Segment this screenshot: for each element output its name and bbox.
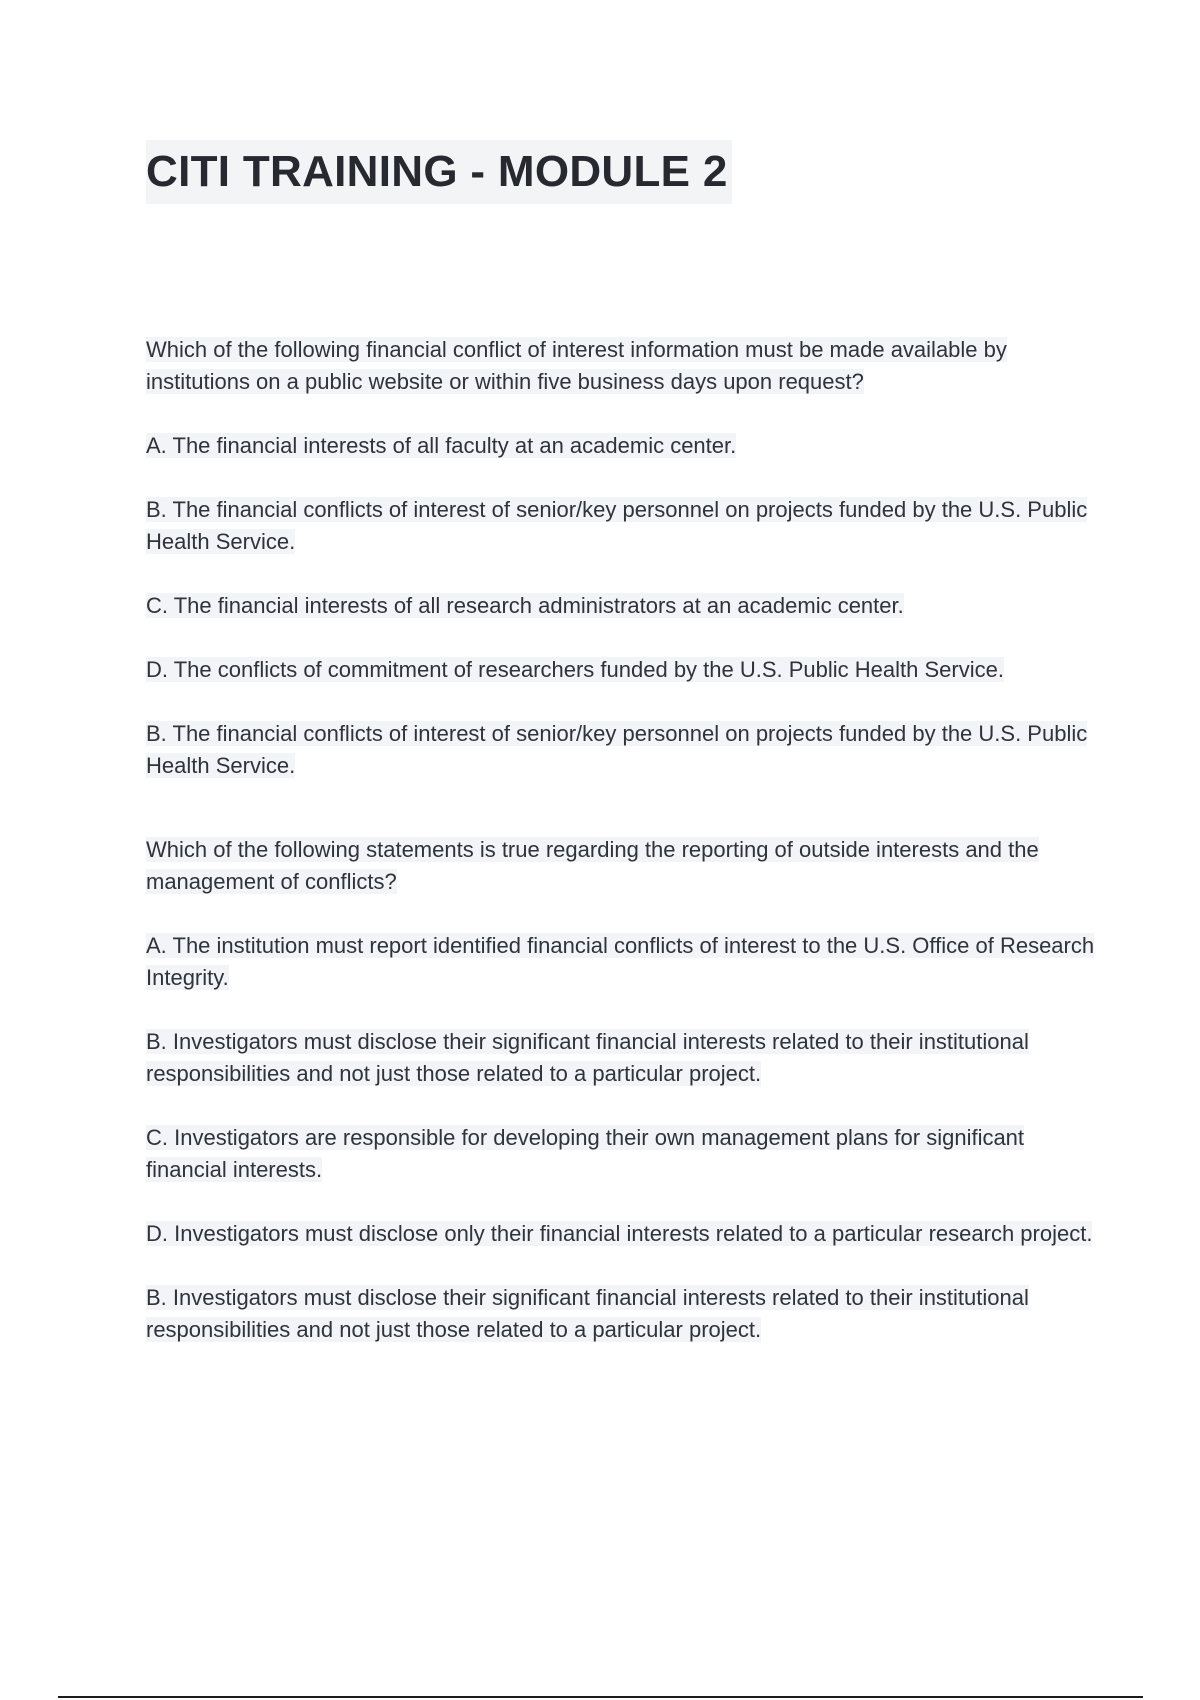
- option-c: [146, 590, 1106, 622]
- question-text: [146, 834, 1106, 898]
- option-b: [146, 494, 1106, 558]
- question-2-option-c: C. Investigators are responsible for developing their own management plans for significant financial interests.: [146, 1125, 1025, 1182]
- question-block-1: [146, 334, 1106, 782]
- question-1-option-b: B. The financial conflicts of interest of senior/key personnel on projects funded by the U.S. Public Health Service.: [146, 497, 1088, 554]
- question-1-option-d: D. The conflicts of commitment of researchers funded by the U.S. Public Health Service.: [146, 657, 1004, 682]
- document-content: [146, 334, 1106, 1398]
- question-2-option-d: D. Investigators must disclose only their financial interests related to a particular research project.: [146, 1221, 1093, 1246]
- option-b: [146, 1026, 1106, 1090]
- question-2-option-a: A. The institution must report identified financial conflicts of interest to the U.S. Office of Research Integrity.: [146, 933, 1095, 990]
- question-1-answer: B. The financial conflicts of interest of senior/key personnel on projects funded by the U.S. Public Health Service.: [146, 721, 1088, 778]
- option-a: [146, 430, 1106, 462]
- question-1-option-a: A. The financial interests of all faculty at an academic center.: [146, 433, 737, 458]
- question-1-text: Which of the following financial conflict of interest information must be made available by institutions on a public website or within five business days upon request?: [146, 337, 1007, 394]
- option-d: [146, 1218, 1106, 1250]
- answer: [146, 1282, 1106, 1346]
- footer-divider: [58, 1696, 1143, 1698]
- question-block-2: [146, 834, 1106, 1346]
- option-c: [146, 1122, 1106, 1186]
- question-2-option-b: B. Investigators must disclose their significant financial interests related to their institutional responsibilities and not just those related to a particular project.: [146, 1029, 1029, 1086]
- option-a: [146, 930, 1106, 994]
- option-d: [146, 654, 1106, 686]
- question-1-option-c: C. The financial interests of all research administrators at an academic center.: [146, 593, 904, 618]
- question-2-text: Which of the following statements is true regarding the reporting of outside interests and the management of conflicts?: [146, 837, 1039, 894]
- question-text: [146, 334, 1106, 398]
- page-title: CITI TRAINING - MODULE 2: [146, 140, 732, 204]
- answer: [146, 718, 1106, 782]
- question-2-answer: B. Investigators must disclose their significant financial interests related to their institutional responsibilities and not just those related to a particular project.: [146, 1285, 1029, 1342]
